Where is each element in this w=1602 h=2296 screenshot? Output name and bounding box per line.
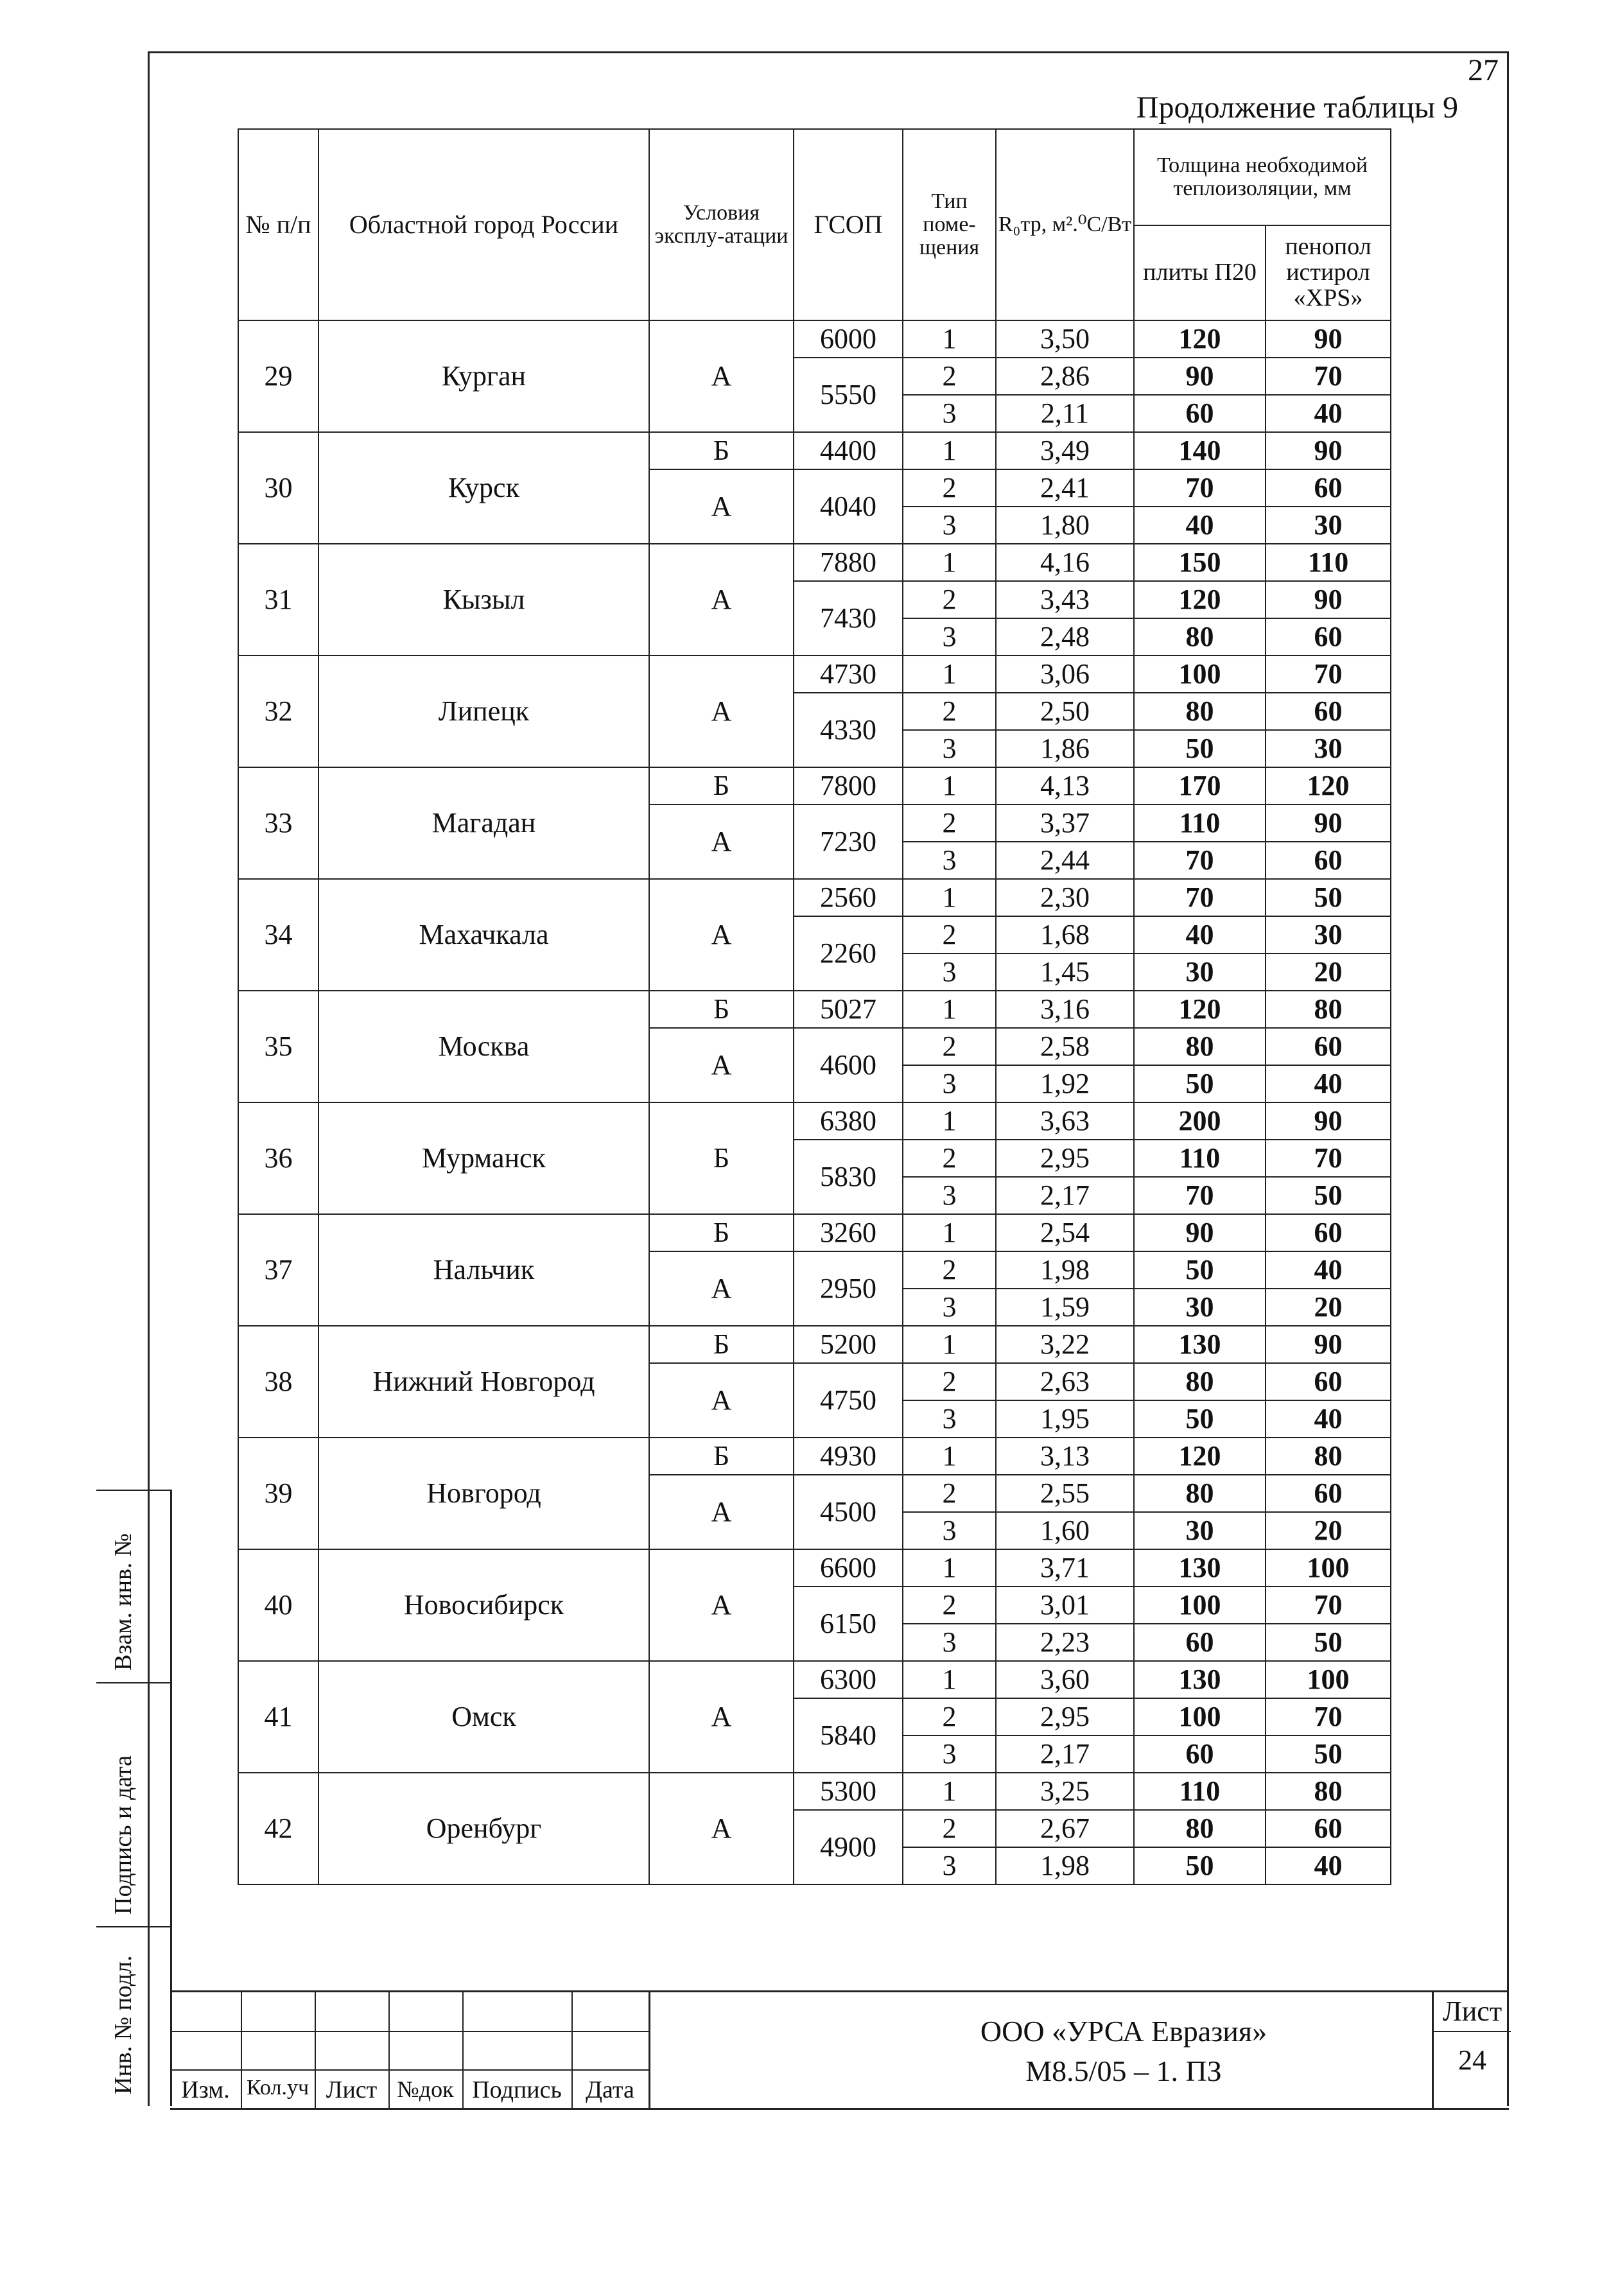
row-xps: 50 [1266,879,1391,916]
row-gsop: 4400 [794,432,903,469]
row-city: Курган [318,320,649,432]
row-gsop: 5200 [794,1326,903,1363]
row-room-type: 1 [903,1326,996,1363]
row-room-type: 3 [903,507,996,544]
row-resistance: 1,45 [996,953,1134,991]
stamp-sign-date-label: Подпись и дата [110,1755,137,1915]
row-p20: 70 [1134,842,1266,879]
row-gsop: 5550 [794,358,903,432]
row-gsop: 5840 [794,1698,903,1773]
row-p20: 70 [1134,469,1266,507]
row-xps: 60 [1266,1214,1391,1251]
row-resistance: 1,59 [996,1289,1134,1326]
row-xps: 20 [1266,953,1391,991]
row-condition: А [649,1475,794,1549]
row-room-type: 1 [903,656,996,693]
row-resistance: 2,86 [996,358,1134,395]
row-p20: 140 [1134,432,1266,469]
row-resistance: 2,95 [996,1698,1134,1735]
stamp-cell-vzam [96,1490,170,1683]
row-num: 36 [238,1102,318,1214]
table-row [238,767,1391,804]
row-gsop: 4930 [794,1438,903,1475]
tb-sheet-number: 24 [1458,2044,1486,2076]
row-p20: 40 [1134,916,1266,953]
tb-label-signature: Подпись [472,2076,562,2103]
row-p20: 120 [1134,320,1266,358]
row-room-type: 2 [903,469,996,507]
row-city: Магадан [318,767,649,879]
title-block-grid [170,1992,650,2108]
row-xps: 100 [1266,1549,1391,1587]
row-room-type: 3 [903,1735,996,1773]
row-gsop: 5300 [794,1773,903,1810]
row-p20: 50 [1134,1251,1266,1289]
row-xps: 60 [1266,842,1391,879]
row-room-type: 2 [903,1587,996,1624]
row-city: Липецк [318,656,649,767]
row-resistance: 3,22 [996,1326,1134,1363]
row-room-type: 2 [903,1028,996,1065]
row-room-type: 2 [903,804,996,842]
row-room-type: 2 [903,1810,996,1847]
row-resistance: 1,95 [996,1400,1134,1438]
row-xps: 40 [1266,1251,1391,1289]
row-resistance: 2,23 [996,1624,1134,1661]
row-room-type: 2 [903,1363,996,1400]
row-xps: 100 [1266,1661,1391,1698]
row-condition: А [649,656,794,767]
row-xps: 40 [1266,395,1391,432]
row-gsop: 5027 [794,991,903,1028]
row-xps: 20 [1266,1289,1391,1326]
tb-label-izm: Изм. [181,2076,230,2103]
row-resistance: 1,98 [996,1847,1134,1884]
row-gsop: 7800 [794,767,903,804]
margin-stamp [96,1490,172,2106]
header-p20: плиты П20 [1134,225,1266,320]
table-row [238,656,1391,693]
row-resistance: 2,55 [996,1475,1134,1512]
row-resistance: 1,60 [996,1512,1134,1549]
row-xps: 80 [1266,1773,1391,1810]
row-condition: Б [649,1438,794,1475]
row-condition: Б [649,1214,794,1251]
row-room-type: 1 [903,1102,996,1140]
row-resistance: 3,63 [996,1102,1134,1140]
row-resistance: 3,37 [996,804,1134,842]
row-num: 34 [238,879,318,991]
row-xps: 90 [1266,432,1391,469]
row-gsop: 4500 [794,1475,903,1549]
row-resistance: 2,58 [996,1028,1134,1065]
row-resistance: 1,80 [996,507,1134,544]
row-condition: А [649,469,794,544]
tb-label-ndok: №док [397,2076,454,2102]
row-resistance: 3,13 [996,1438,1134,1475]
frame-top-border [148,51,1509,53]
row-condition: Б [649,1326,794,1363]
row-condition: А [649,879,794,991]
row-room-type: 3 [903,1512,996,1549]
table-row [238,1773,1391,1810]
row-gsop: 7430 [794,581,903,656]
row-condition: А [649,1773,794,1884]
row-num: 29 [238,320,318,432]
row-p20: 120 [1134,991,1266,1028]
row-xps: 60 [1266,693,1391,730]
row-p20: 50 [1134,1065,1266,1102]
row-room-type: 2 [903,693,996,730]
row-xps: 80 [1266,1438,1391,1475]
row-resistance: 2,17 [996,1735,1134,1773]
row-resistance: 2,44 [996,842,1134,879]
row-gsop: 3260 [794,1214,903,1251]
table-body [238,320,1391,1884]
row-p20: 120 [1134,1438,1266,1475]
row-condition: Б [649,767,794,804]
row-room-type: 3 [903,1177,996,1214]
row-room-type: 2 [903,1698,996,1735]
table-row [238,432,1391,469]
row-num: 39 [238,1438,318,1549]
row-room-type: 3 [903,1289,996,1326]
row-xps: 60 [1266,1028,1391,1065]
row-city: Махачкала [318,879,649,991]
row-p20: 170 [1134,767,1266,804]
row-room-type: 1 [903,544,996,581]
table-row [238,991,1391,1028]
row-resistance: 1,86 [996,730,1134,767]
row-gsop: 6300 [794,1661,903,1698]
row-xps: 50 [1266,1624,1391,1661]
row-condition: А [649,1363,794,1438]
stamp-cell-sign-date [96,1682,170,1927]
tb-label-list: Лист [326,2076,378,2103]
row-num: 41 [238,1661,318,1773]
row-p20: 40 [1134,507,1266,544]
row-gsop: 4900 [794,1810,903,1884]
row-condition: А [649,544,794,656]
row-num: 35 [238,991,318,1102]
header-num: № п/п [238,129,318,320]
stamp-inv-orig-label: Инв. № подл. [110,1955,137,2094]
row-xps: 70 [1266,1140,1391,1177]
row-gsop: 6150 [794,1587,903,1661]
row-xps: 50 [1266,1735,1391,1773]
header-xps: пенопол истирол «XPS» [1266,225,1391,320]
row-gsop: 2560 [794,879,903,916]
insulation-table [238,128,1391,1885]
row-gsop: 6000 [794,320,903,358]
row-city: Новгород [318,1438,649,1549]
tb-doc-code: М8.5/05 – 1. ПЗ [1025,2055,1222,2088]
row-resistance: 3,43 [996,581,1134,618]
row-room-type: 1 [903,879,996,916]
row-gsop: 4330 [794,693,903,767]
table-row [238,1102,1391,1140]
row-p20: 30 [1134,1512,1266,1549]
frame-right-border [1507,51,1509,2106]
tb-org-name: ООО «УРСА Евразия» [980,2015,1267,2048]
row-p20: 90 [1134,1214,1266,1251]
row-xps: 70 [1266,656,1391,693]
header-gsop: ГСОП [794,129,903,320]
row-p20: 150 [1134,544,1266,581]
row-p20: 100 [1134,656,1266,693]
row-room-type: 3 [903,1400,996,1438]
row-xps: 80 [1266,991,1391,1028]
row-resistance: 2,41 [996,469,1134,507]
row-p20: 60 [1134,1735,1266,1773]
row-xps: 60 [1266,469,1391,507]
row-condition: А [649,804,794,879]
row-p20: 200 [1134,1102,1266,1140]
row-resistance: 2,54 [996,1214,1134,1251]
row-num: 33 [238,767,318,879]
row-condition: А [649,1251,794,1326]
tb-sheet-box [1432,1992,1511,2108]
row-gsop: 6600 [794,1549,903,1587]
row-p20: 60 [1134,1624,1266,1661]
row-xps: 90 [1266,581,1391,618]
row-condition: А [649,1028,794,1102]
row-num: 31 [238,544,318,656]
table-header [238,129,1391,320]
row-p20: 130 [1134,1326,1266,1363]
row-resistance: 2,50 [996,693,1134,730]
row-resistance: 2,67 [996,1810,1134,1847]
table-row [238,544,1391,581]
row-resistance: 3,25 [996,1773,1134,1810]
table-row [238,879,1391,916]
row-resistance: 2,30 [996,879,1134,916]
row-p20: 80 [1134,1810,1266,1847]
row-num: 38 [238,1326,318,1438]
row-condition: А [649,320,794,432]
row-room-type: 2 [903,1140,996,1177]
row-xps: 120 [1266,767,1391,804]
row-room-type: 3 [903,1065,996,1102]
row-room-type: 3 [903,1624,996,1661]
row-city: Кызыл [318,544,649,656]
table-row [238,1214,1391,1251]
row-room-type: 3 [903,842,996,879]
stamp-cell-inv-orig [96,1926,170,2107]
row-room-type: 1 [903,432,996,469]
row-condition: Б [649,1102,794,1214]
row-p20: 90 [1134,358,1266,395]
row-resistance: 3,16 [996,991,1134,1028]
row-p20: 80 [1134,693,1266,730]
row-p20: 30 [1134,953,1266,991]
table-caption: Продолжение таблицы 9 [1136,91,1458,125]
row-xps: 60 [1266,1475,1391,1512]
table-row [238,1549,1391,1587]
row-p20: 110 [1134,1140,1266,1177]
row-gsop: 4040 [794,469,903,544]
row-xps: 60 [1266,1363,1391,1400]
row-num: 37 [238,1214,318,1326]
table-row [238,1326,1391,1363]
row-xps: 40 [1266,1847,1391,1884]
row-p20: 50 [1134,1400,1266,1438]
row-xps: 50 [1266,1177,1391,1214]
tb-label-date: Дата [586,2076,634,2103]
row-room-type: 2 [903,581,996,618]
stamp-vzam-label: Взам. инв. № [110,1533,137,1671]
row-xps: 30 [1266,730,1391,767]
row-p20: 50 [1134,730,1266,767]
row-resistance: 3,60 [996,1661,1134,1698]
row-condition: Б [649,991,794,1028]
row-p20: 80 [1134,1475,1266,1512]
row-num: 40 [238,1549,318,1661]
row-city: Курск [318,432,649,544]
header-room-type: Тип поме-щения [903,129,996,320]
row-p20: 110 [1134,1773,1266,1810]
row-city: Омск [318,1661,649,1773]
row-resistance: 1,68 [996,916,1134,953]
row-resistance: 4,16 [996,544,1134,581]
row-room-type: 3 [903,953,996,991]
row-condition: А [649,1549,794,1661]
row-room-type: 3 [903,1847,996,1884]
row-resistance: 2,11 [996,395,1134,432]
row-resistance: 3,50 [996,320,1134,358]
row-room-type: 1 [903,767,996,804]
row-city: Нижний Новгород [318,1326,649,1438]
row-xps: 40 [1266,1400,1391,1438]
row-city: Новосибирск [318,1549,649,1661]
row-num: 42 [238,1773,318,1884]
row-city: Мурманск [318,1102,649,1214]
row-room-type: 1 [903,1438,996,1475]
row-gsop: 4730 [794,656,903,693]
row-xps: 70 [1266,1698,1391,1735]
row-xps: 60 [1266,618,1391,656]
header-thickness: Толщина необходимой теплоизоляции, мм [1134,129,1391,225]
row-xps: 60 [1266,1810,1391,1847]
row-p20: 130 [1134,1549,1266,1587]
row-p20: 100 [1134,1587,1266,1624]
table-row [238,1438,1391,1475]
header-city: Областной город России [318,129,649,320]
tb-sheet-label: Лист [1434,1995,1511,2032]
row-p20: 70 [1134,879,1266,916]
row-gsop: 4750 [794,1363,903,1438]
row-resistance: 1,92 [996,1065,1134,1102]
row-resistance: 3,06 [996,656,1134,693]
title-block [170,1990,1509,2110]
header-resistance: R₀тр, м².⁰С/Вт [996,129,1134,320]
row-gsop: 2260 [794,916,903,991]
row-xps: 70 [1266,358,1391,395]
row-room-type: 3 [903,618,996,656]
row-gsop: 7230 [794,804,903,879]
row-xps: 90 [1266,320,1391,358]
header-conditions: Условия эксплу-атации [649,129,794,320]
row-p20: 70 [1134,1177,1266,1214]
row-resistance: 3,71 [996,1549,1134,1587]
row-p20: 30 [1134,1289,1266,1326]
row-room-type: 1 [903,320,996,358]
row-gsop: 6380 [794,1102,903,1140]
row-p20: 50 [1134,1847,1266,1884]
row-p20: 80 [1134,1028,1266,1065]
row-resistance: 2,48 [996,618,1134,656]
row-xps: 90 [1266,804,1391,842]
row-p20: 100 [1134,1698,1266,1735]
row-num: 32 [238,656,318,767]
row-p20: 120 [1134,581,1266,618]
row-resistance: 2,95 [996,1140,1134,1177]
row-xps: 90 [1266,1102,1391,1140]
row-room-type: 1 [903,991,996,1028]
row-room-type: 2 [903,358,996,395]
row-room-type: 2 [903,1251,996,1289]
row-room-type: 2 [903,1475,996,1512]
row-resistance: 2,17 [996,1177,1134,1214]
row-p20: 110 [1134,804,1266,842]
row-p20: 130 [1134,1661,1266,1698]
row-p20: 80 [1134,618,1266,656]
row-condition: Б [649,432,794,469]
page-number: 27 [1468,53,1499,87]
row-city: Москва [318,991,649,1102]
row-room-type: 1 [903,1773,996,1810]
tb-label-koluch: Кол.уч [246,2076,309,2100]
row-xps: 90 [1266,1326,1391,1363]
row-resistance: 4,13 [996,767,1134,804]
row-xps: 20 [1266,1512,1391,1549]
row-xps: 40 [1266,1065,1391,1102]
row-room-type: 1 [903,1214,996,1251]
row-condition: А [649,1661,794,1773]
row-gsop: 5830 [794,1140,903,1214]
row-resistance: 2,63 [996,1363,1134,1400]
table-row [238,1661,1391,1698]
row-xps: 30 [1266,916,1391,953]
row-room-type: 1 [903,1661,996,1698]
row-xps: 110 [1266,544,1391,581]
row-gsop: 7880 [794,544,903,581]
row-city: Оренбург [318,1773,649,1884]
row-room-type: 2 [903,916,996,953]
row-p20: 60 [1134,395,1266,432]
row-resistance: 1,98 [996,1251,1134,1289]
row-room-type: 3 [903,395,996,432]
row-gsop: 4600 [794,1028,903,1102]
row-gsop: 2950 [794,1251,903,1326]
row-room-type: 3 [903,730,996,767]
row-resistance: 3,01 [996,1587,1134,1624]
row-xps: 30 [1266,507,1391,544]
row-room-type: 1 [903,1549,996,1587]
row-num: 30 [238,432,318,544]
row-city: Нальчик [318,1214,649,1326]
row-p20: 80 [1134,1363,1266,1400]
table-row [238,320,1391,358]
row-resistance: 3,49 [996,432,1134,469]
row-xps: 70 [1266,1587,1391,1624]
